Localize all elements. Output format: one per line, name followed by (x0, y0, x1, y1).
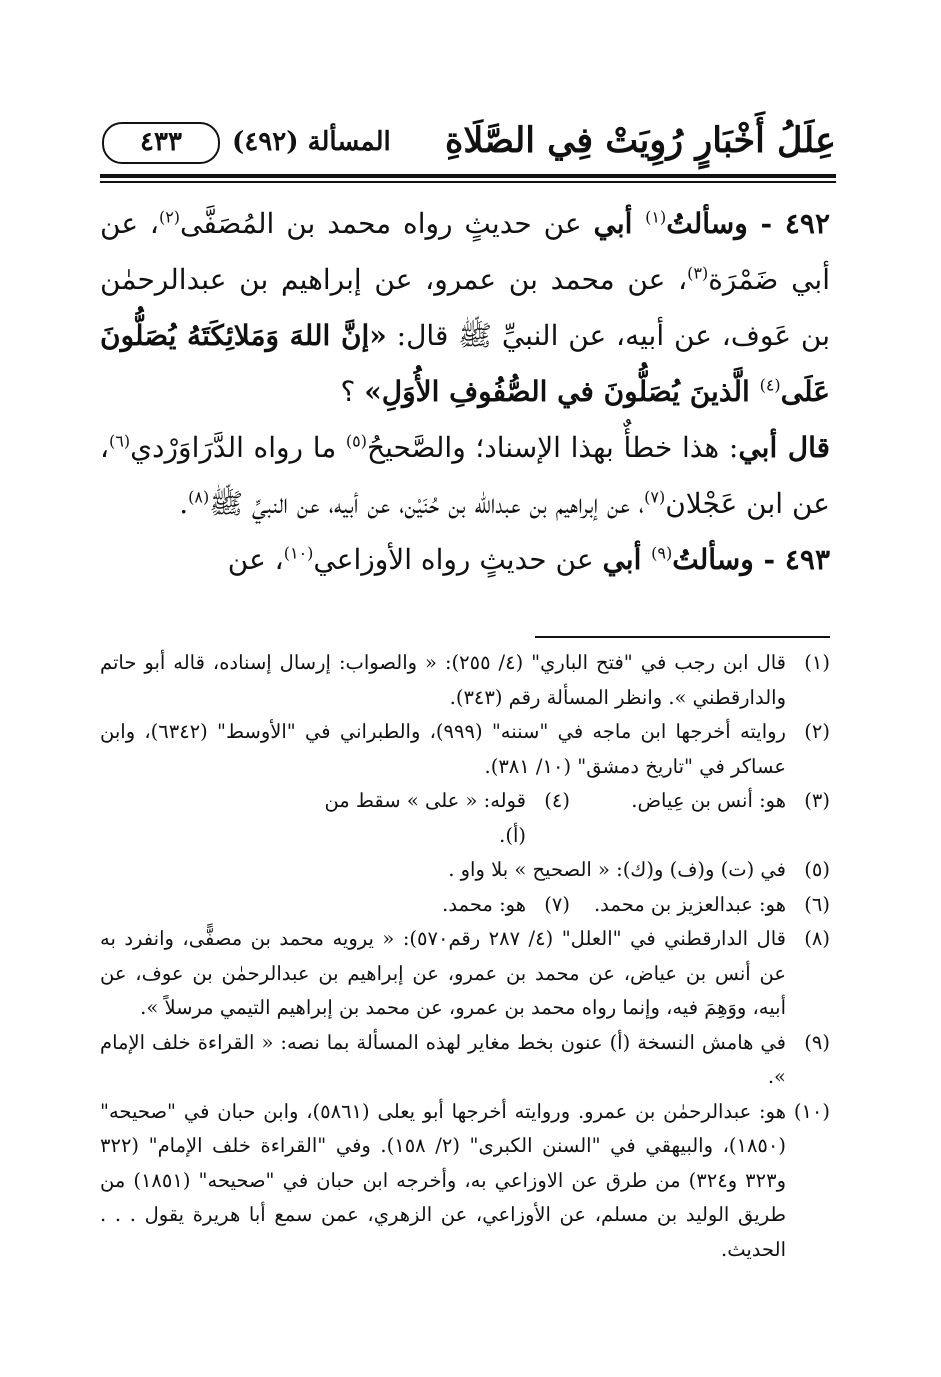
footnote-10 (100, 1095, 830, 1268)
footnote-ref-2: (٢) (158, 207, 181, 227)
footnote-number: (٣) (804, 789, 830, 812)
text-segment: ، عن أبي ضَمْرَة (100, 207, 830, 296)
asked-word: وسألتُ (672, 543, 754, 576)
paragraph-493 (100, 532, 830, 588)
hadith-quote: «إنَّ اللهَ وَمَلائِكَتَهُ يُصَلُّونَ عَلَى (100, 319, 830, 408)
footnote-text: هو: أنس بن عِياض. (631, 789, 786, 812)
footnote-number: (٧) (544, 892, 570, 916)
footnote-2 (100, 715, 830, 784)
footnote-number: (٨) (804, 927, 830, 950)
footnote-number: (١) (804, 651, 830, 674)
running-header (100, 118, 836, 174)
footnote-number: (٤) (544, 789, 570, 812)
footnote-ref-3: (٣) (687, 263, 709, 283)
footnote-text: هو: محمد. (442, 892, 526, 916)
text-segment: ، عن محمد بن عمرو، عن إبراهيم بن عبدالرحمٰن بن عَوف، عن أبيه، عن النبيِّ ﷺ قال: (100, 263, 830, 352)
footnote-text: في هامش النسخة (أ) عنون بخط مغاير لهذه المسألة بما نصه: « القراءة خلف الإمام ». (100, 1030, 786, 1088)
footnote-7 (310, 888, 570, 923)
asked-word: وسألتُ (666, 207, 748, 240)
footnote-4 (310, 784, 570, 853)
footnote-number: (٦) (804, 892, 830, 916)
footnote-separator (535, 636, 830, 638)
footnote-ref-1: (١) (645, 207, 667, 227)
issue-label: المسألة (٤٩٢) (232, 127, 391, 157)
hadith-quote: الَّذينَ يُصَلُّونَ في الصُّفُوفِ الأُوَلِ» (364, 375, 760, 408)
footnote-text: قوله: « على » سقط من (أ). (324, 789, 526, 847)
father-word: أبي (593, 207, 646, 240)
footnote-text: قال الدارقطني في "العلل" (٤/ ٢٨٧ رقم٥٧٠): « يرويه محمد بن مصفًّى، وانفرد به عن أنس بن عياض، عن محمد بن عمرو، عن إبراهيم بن عبدالرحمٰن بن عوف، عن أبيه، ووَهِمَ فيه، وإنما رواه محمد بن عمرو، عن محمد بن إبراهيم التيمي مرسلاً ». (100, 927, 786, 1019)
footnote-row-3-4 (100, 784, 830, 853)
footnote-8 (100, 922, 830, 1026)
main-text (100, 196, 830, 588)
footnote-9 (100, 1026, 830, 1095)
book-title: عِلَلُ أَخْبَارٍ رُوِيَتْ فِي الصَّلَاةِ (445, 120, 836, 161)
footnote-ref-6: (٦) (109, 431, 131, 451)
text-segment: ؟ (340, 375, 365, 408)
text-segment: : هذا خطأٌ بهذا الإسناد؛ والصَّحيحُ (367, 431, 739, 464)
text-segment: ، عن إبراهيم بن عبدالله بن حُنَيْن، عن أبيه، عن النبيِّ ﷺ (209, 487, 645, 520)
header-rule-thick (100, 174, 836, 178)
text-segment: عن حديثٍ رواه محمد بن المُصَفَّى (180, 207, 594, 240)
page-number-badge: ٤٣٣ (102, 122, 220, 164)
issue-number: ٤٩٢ - (747, 207, 830, 240)
footnote-text: قال ابن رجب في "فتح الباري" (٤/ ٢٥٥): « والصواب: إرسال إسناده، قاله أبو حاتم والدارقطني ». وانظر المسألة رقم (٣٤٣). (100, 651, 786, 709)
footnote-text: روايته أخرجها ابن ماجه في "سننه" (٩٩٩)، والطبراني في "الأوسط" (٦٣٤٢)، وابن عساكر في "تاريخ دمشق" (١٠/ ٣٨١). (100, 720, 786, 778)
paragraph-492 (100, 196, 830, 420)
footnote-number: (٢) (804, 720, 830, 743)
text-segment: ما رواه الدَّرَاوَرْدي (130, 431, 346, 464)
text-segment: . (179, 487, 189, 520)
footnote-number: (٥) (804, 858, 830, 881)
footnote-ref-4: (٤) (759, 375, 781, 395)
issue-number: ٤٩٣ - (753, 543, 830, 576)
paragraph-answer (100, 420, 830, 532)
footnote-ref-10: (١٠) (283, 543, 314, 563)
header-rule-thin (100, 181, 836, 183)
footnote-1 (100, 646, 830, 715)
footnote-number: (١٠) (793, 1099, 830, 1123)
footnote-text: في (ت) و(ف) و(ك): « الصحيح » بلا واو . (448, 858, 786, 881)
footnote-ref-7: (٧) (644, 487, 666, 507)
footnote-ref-5: (٥) (345, 431, 368, 451)
footnote-text: هو: عبدالعزيز بن محمد. (593, 892, 786, 916)
footnote-number: (٩) (804, 1030, 830, 1054)
footnote-ref-9: (٩) (651, 543, 673, 563)
text-segment: ، عن (227, 543, 284, 576)
footnote-ref-8: (٨) (188, 487, 210, 507)
father-word: أبي (602, 543, 652, 576)
footnote-6 (570, 888, 830, 923)
father-said: قال أبي (738, 431, 831, 464)
text-segment: ، عن ابن عَجْلان (100, 431, 830, 520)
text-segment: عن حديثٍ رواه الأوزاعي (313, 543, 603, 576)
footnotes (100, 646, 830, 1267)
footnote-5 (100, 853, 830, 888)
footnote-text: هو: عبدالرحمٰن بن عمرو. وروايته أخرجها أبو يعلى (٥٨٦١)، وابن حبان في "صحيحه" (١٨٥٠)، والبيهقي في "السنن الكبرى" (٢/ ١٥٨). وفي "القراءة خلف الإمام" (٣٢٢ و٣٢٣ و٣٢٤) من طرق عن الاوزاعي به، وأخرجه ابن حبان في "صحيحه" (١٨٥١) من طريق الوليد بن مسلم، عن الأوزاعي، عن الزهري، عمن سمع أبا هريرة يقول . . . الحديث. (100, 1099, 786, 1261)
footnote-3 (570, 784, 830, 853)
footnote-row-6-7 (100, 888, 830, 923)
